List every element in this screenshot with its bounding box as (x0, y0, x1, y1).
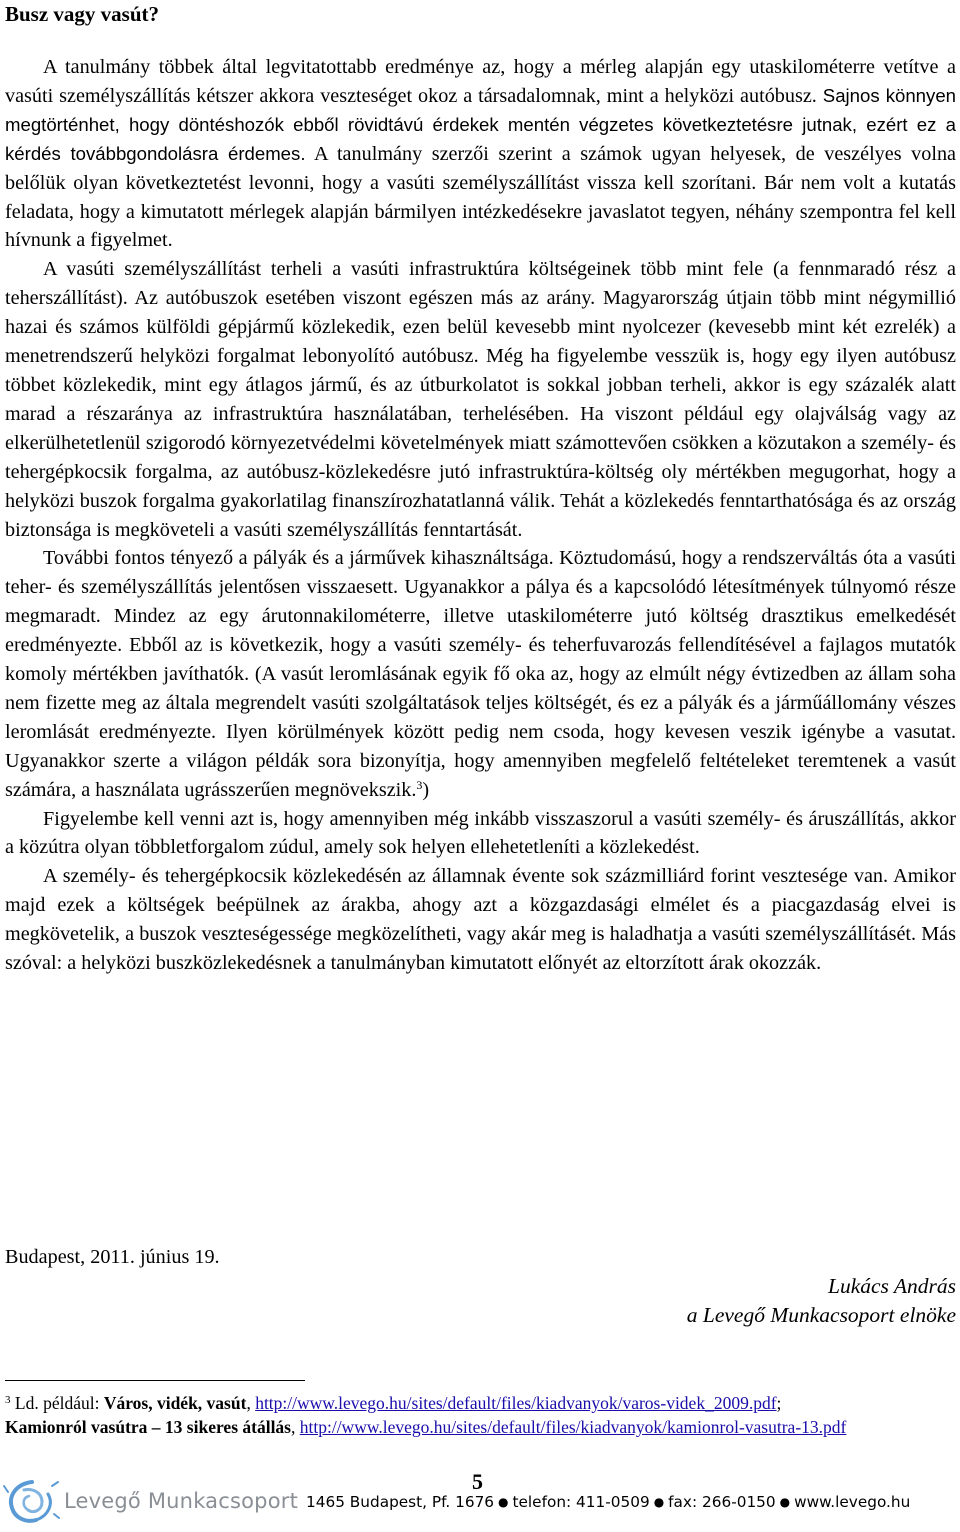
footnote-intro: Ld. például: (14, 1393, 104, 1413)
paragraph-4: Figyelembe kell venni azt is, hogy amennyiben még inkább visszaszorul a vasúti személy- és áruszállítás, akkor a közútra olyan többletforgalom zúdul, amely sok helyen ellehetetleníti a közlekedést. (5, 807, 956, 859)
swirl-logo-icon (2, 1478, 60, 1526)
website[interactable]: www.levego.hu (794, 1493, 911, 1511)
paragraph-1-part-b: Sajnos könnyen megtörténhet, hogy döntéshozók ebből rövidtávú érdekek mentén végzetes következtetésre jutnak, ezért ez a kérdés továbbgondolásra érdemes. (5, 84, 956, 164)
bullet-icon: ● (779, 1495, 791, 1509)
paragraph-3-text: További fontos tényező a pályák és a járművek kihasználtsága. Köztudomású, hogy a rendszerváltás óta a vasúti teher- és személyszállítás jelentősen visszaesett. Ugyanakkor a pálya és a kapcsolódó létesítmények túlnyomó része megmaradt. Mindez az egy árutonnakilométerre, illetve utaskilométerre jutó költség drasztikus emelkedését eredményezte. Ebből az is következik, hogy a vasúti személy- és teherfuvarozás fellendítésével a fajlagos mutatók komoly mértékben javíthatók. (A vasút leromlásának egyik fő oka az, hogy az elmúlt négy évtizedben az állam soha nem fizette meg az általa megrendelt vasúti szolgáltatások teljes költségét, és ez a pályák és a járműállomány vészes leromlását eredményezte. Ilyen körülmények között pedig nem csoda, hogy kevesen veszik igénybe a vasutat. Ugyanakkor szerte a világon példák sora bizonyítja, hogy amennyiben megfelelő feltételeket teremtenek a vasút számára, a használata ugrásszerűen megnövekszik. (5, 547, 956, 801)
paragraph-1-part-c: A tanulmány szerzői szerint a számok ugyan helyesek, de veszélyes volna belőlük olyan következtetést levonni, hogy a vasúti személyszállítást vissza kell szorítani. Bár nem volt a kutatás feladata, hogy a kimutatott mérlegek alapján bármilyen intézkedésekre javaslatot tegyen, néhány szempontra fel kell hívnunk a figyelmet. (5, 142, 956, 252)
footnote-separator: ; (776, 1393, 782, 1413)
document-title: Busz vagy vasút? (5, 2, 160, 26)
place-date: Budapest, 2011. június 19. (5, 1246, 220, 1268)
footnote-reference[interactable]: 3 (416, 777, 423, 792)
contact-line (306, 1493, 910, 1511)
footnote-link-1[interactable]: http://www.levego.hu/sites/default/files/kiadvanyok/varos-videk_2009.pdf (255, 1393, 777, 1413)
paragraph-3 (5, 544, 956, 804)
phone: telefon: 411-0509 (512, 1493, 650, 1511)
fax: fax: 266-0150 (668, 1493, 776, 1511)
paragraph-3-close: ) (422, 778, 430, 801)
footnote-title-1: Város, vidék, vasút (103, 1393, 247, 1413)
paragraph-1-part-a: A tanulmány többek által legvitatottabb eredménye az, hogy a mérleg alapján egy utaskilométerre vetítve a vasúti személyszállítás kétszer akkora veszteséget okoz a társadalomnak, mint a helyközi autóbusz. (5, 56, 956, 107)
bullet-icon: ● (653, 1495, 665, 1509)
paragraph-2: A vasúti személyszállítást terheli a vasúti infrastruktúra költségeinek több mint fele (a fennmaradó rész a teherszállítást). Az autóbuszok esetében viszont egészen más az arány. Magyarország útjain több mint négymillió hazai és számos külföldi gépjármű közlekedik, ezen belül kevesebb mint nyolcezer (kevesebb mint két ezrelék) a menetrendszerű helyközi forgalmat lebonyolító autóbusz. Még ha figyelembe vesszük is, hogy egy ilyen autóbusz többet közlekedik, mint egy átlagos jármű, és az útburkolatot is sokkal jobban terheli, akkor is egy százalék alatt marad a részaránya az infrastruktúra használatában, terhelésében. Ha viszont például egy olajválság vagy az elkerülhetetlenül szigorodó környezetvédelmi követelmények miatt számottevően csökken a közutakon a személy- és tehergépkocsik forgalma, az autóbusz-közlekedésre jutó infrastruktúra-költség oly mértékben megugorhat, hogy a helyközi buszok forgalma gyakorlatilag finanszírozhatatlanná válik. Tehát a közlekedés fenntarthatósága és az ország biztonsága is megköveteli a vasúti személyszállítás fenntartását. (5, 258, 956, 541)
logo-text: Levegő Munkacsoport (64, 1489, 299, 1513)
page-number: 5 (472, 1469, 483, 1494)
address: 1465 Budapest, Pf. 1676 (306, 1493, 495, 1511)
paragraph-5: A személy- és tehergépkocsik közlekedésén az államnak évente sok százmilliárd forint vesztesége van. Amikor majd ezek a költségek beépülnek az árakba, ahogy azt a közgazdasági elmélet és a piacgazdaság elvei is megkövetelik, a buszok veszteségessége megközelítheti, vagy akár meg is haladhatja a vasúti személyszállításét. Más szóval: a helyközi buszközlekedésnek a tanulmányban kimutatott előnyét az eltorzított árak okozzák. (5, 865, 956, 975)
page-footer (0, 1478, 960, 1528)
bullet-icon: ● (498, 1495, 509, 1509)
levego-logo (2, 1478, 299, 1526)
footnote-link-2[interactable]: http://www.levego.hu/sites/default/files/kiadvanyok/kamionrol-vasutra-13.pdf (299, 1417, 847, 1437)
footnote-title-2: Kamionról vasútra – 13 sikeres átállás (5, 1417, 291, 1437)
signature-block (687, 1272, 956, 1330)
footnote-number: 3 (5, 1394, 11, 1406)
paragraph-1 (5, 53, 956, 255)
document-body (5, 53, 956, 978)
signature-name: Lukács András (827, 1274, 956, 1298)
signature-role: a Levegő Munkacsoport elnöke (686, 1303, 956, 1327)
footnote: $^3$ Ld. például: Város, vidék, vasút, http://www.levego.hu/sites/default/files/kiadvanyok/varos-videk_2009.pdf; Kamionról vasútra – 13 sikeres átállás, http://www.levego.hu/sites/default/files/kiadvanyok/kamionrol-vasutra-13.pdf (5, 1393, 847, 1437)
footnote-divider (5, 1380, 305, 1381)
